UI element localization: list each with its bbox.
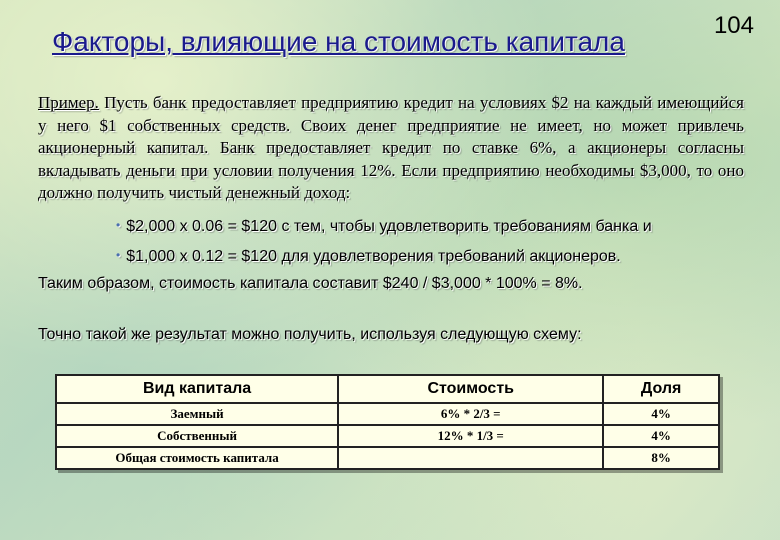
list-item-text: $2,000 x 0.06 = $120 с тем, чтобы удовлетворить требованиям банка и [126,217,652,235]
example-paragraph [38,92,744,205]
table-cell: 8% [603,447,719,469]
table-row [56,425,719,447]
table-cell: 4% [603,403,719,425]
slide-body [38,92,744,346]
table-cell [338,447,603,469]
table-row [56,403,719,425]
table-header-row [56,375,719,403]
table-cell: Заемный [56,403,338,425]
page-number: 104 [713,12,754,39]
list-item-text: $1,000 x 0.12 = $120 для удовлетворения требований акционеров. [126,247,621,265]
table-cell: Общая стоимость капитала [56,447,338,469]
lead-in-text: Точно такой же результат можно получить, используя следующую схему: [38,325,582,343]
column-header: Доля [603,375,719,403]
column-header: Вид капитала [56,375,338,403]
list-item [116,241,744,271]
bullet-icon: • [116,247,121,262]
table-cell: 12% * 1/3 = [338,425,603,447]
column-header: Стоимость [338,375,603,403]
example-label: Пример. [38,93,99,112]
table-cell: Собственный [56,425,338,447]
table-row [56,447,719,469]
bullet-icon: • [116,217,121,232]
table-cell: 4% [603,425,719,447]
calculation-list [38,211,744,271]
table-cell: 6% * 2/3 = [338,403,603,425]
capital-cost-table [55,374,720,470]
slide-title: Факторы, влияющие на стоимость капитала [52,26,625,57]
list-item [116,211,744,241]
example-text: Пусть банк предоставляет предприятию кредит на условиях $2 на каждый имеющийся у него $1 собственных средств. Своих денег предприятие не имеет, но может привлечь акционерный капитал. Банк предоставляет кредит по ставке 6%, а акционеры согласны вкладывать деньги при условии получения 12%. Если предприятию необходимы $3,000, то оно должно получить чистый денежный доход: [38,93,744,203]
conclusion-text: Таким образом, стоимость капитала составит $240 / $3,000 * 100% = 8%. [38,274,583,292]
